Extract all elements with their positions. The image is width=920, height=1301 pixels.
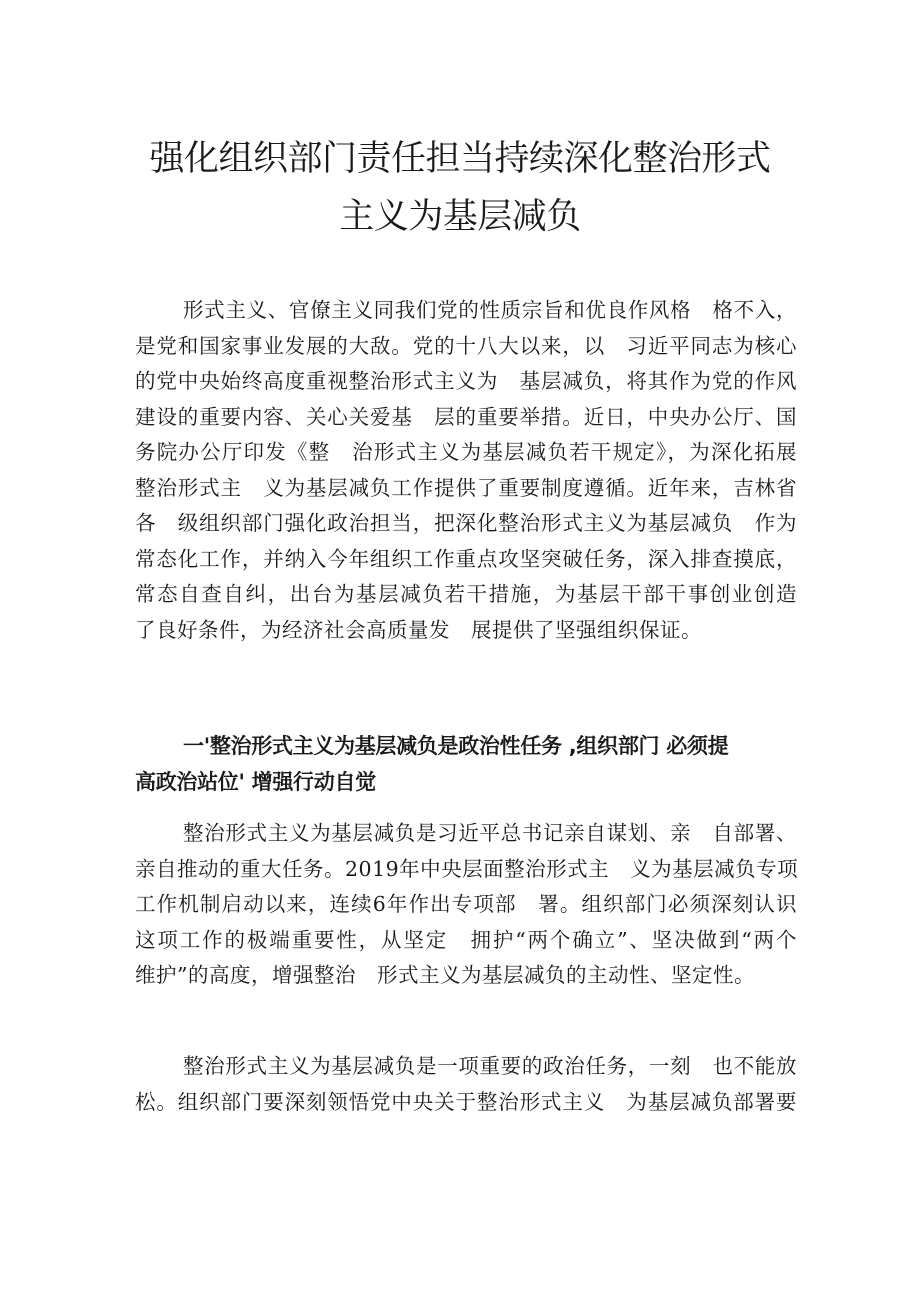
text-line: 务院办公厅印发《整 治形式主义为基层减负若干规定》，为深化拓展 [135,440,797,464]
document-title [80,130,840,246]
paragraph-section-1-continued [135,1049,797,1120]
text-line: 整治形式主义为基层减负是习近平总书记亲自谋划、亲 自部署、 [183,821,797,845]
text-line: 是党和国家事业发展的大敌。党的十八大以来，以 习近平同志为核心 [135,333,797,358]
text-line: 这项工作的极端重要性，从坚定 拥护“两个确立”、坚决做到“两个 [135,927,797,952]
text-line: 各 级组织部门强化政治担当，把深化整治形式主义为基层减负 作为 [135,511,797,535]
section-heading-1 [135,728,795,800]
text-line: 常态化工作，并纳入今年组织工作重点攻坚突破任务，深入排查摸底， [135,546,797,571]
paragraph-section-1 [135,816,797,994]
text-line: 整治形式主义为基层减负是一项重要的政治任务，一刻 也不能放 [183,1054,797,1078]
heading-line: 一'整治形式主义为基层减负是政治性任务 ,组织部门 必须提 [183,734,729,758]
text-line: 松。组织部门要深刻领悟党中央关于整治形式主义 为基层减负部署要 [135,1089,797,1114]
text-line: 了良好条件，为经济社会高质量发 展提供了坚强组织保证。 [135,617,702,642]
text-line: 形式主义、官僚主义同我们党的性质宗旨和优良作风格 格不入， [183,298,797,322]
paragraph-intro [135,293,797,648]
text-line: 常态自查自纠，出台为基层减负若干措施，为基层干部干事创业创造 [135,582,797,606]
text-line: 工作机制启动以来，连续6年作出专项部 署。组织部门必须深刻认识 [135,892,797,916]
text-line: 维护”的高度，增强整治 形式主义为基层减负的主动性、坚定性。 [135,963,755,987]
heading-line: 高政治站位' 增强行动自觉 [135,770,376,794]
title-line: 主义为基层减负 [339,197,581,237]
text-line: 的党中央始终高度重视整治形式主义为 基层减负，将其作为党的作风 [135,369,797,393]
title-line: 强化组织部门责任担当持续深化整治形式 [149,139,771,179]
text-line: 整治形式主 义为基层减负工作提供了重要制度遵循。近年来，吉林省 [135,475,797,500]
text-line: 亲自推动的重大任务。2019年中央层面整治形式主 义为基层减负专项 [135,856,799,881]
text-line: 建设的重要内容、关心关爱基 层的重要举措。近日，中央办公厅、国 [135,404,797,429]
